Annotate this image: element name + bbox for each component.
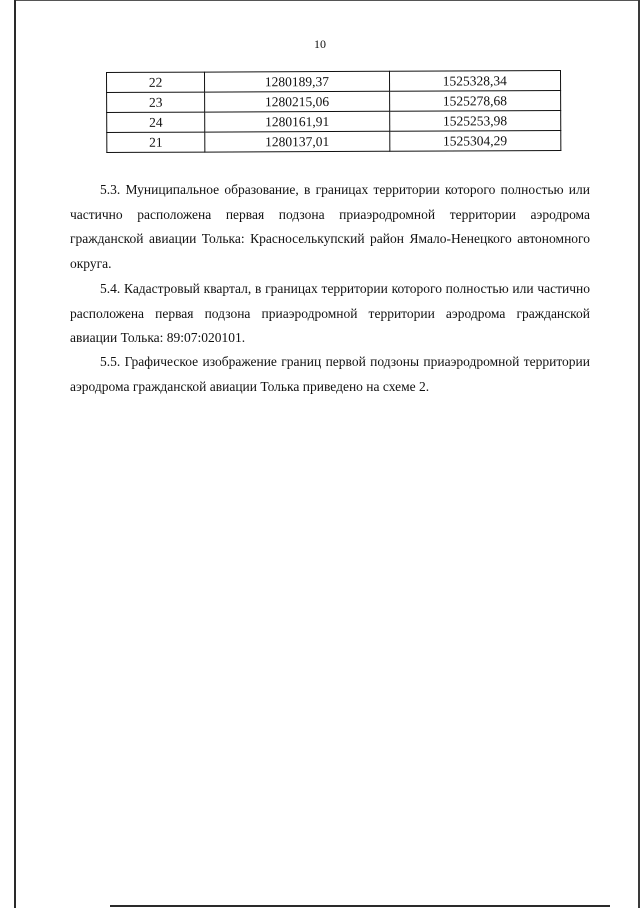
y-coordinate-cell: 1525253,98 [389,111,560,132]
scan-edge-left [14,0,16,908]
point-number-cell: 21 [107,132,205,152]
y-coordinate-cell: 1525278,68 [389,91,560,112]
table-row [107,71,561,93]
coordinates-table [106,70,561,153]
y-coordinate-cell: 1525328,34 [389,71,560,92]
point-number-cell: 22 [107,72,205,92]
x-coordinate-cell: 1280189,37 [205,71,389,92]
page-number: 10 [314,37,326,51]
x-coordinate-cell: 1280137,01 [205,131,389,152]
point-number-cell: 24 [107,112,205,132]
paragraph-5-5-graphic-scheme: 5.5. Графическое изображение границ первой подзоны приаэродромной территории аэродрома гражданской авиации Толька приведено на схеме 2. [70,354,590,394]
table-row [107,131,561,153]
paragraph-5-3-municipality: 5.3. Муниципальное образование, в границах территории которого полностью или частично расположена первая подзона приаэродромной территории аэродрома гражданской авиации Толька: Красноселькупский район Ямало-Ненецкого автономного округа. [70,182,590,271]
point-number-cell: 23 [107,92,205,112]
table-row [107,91,561,113]
x-coordinate-cell: 1280161,91 [205,111,389,132]
scan-edge-bottom [110,905,610,907]
paragraph-5-4-cadastral-quarter: 5.4. Кадастровый квартал, в границах территории которого полностью или частично расположена первая подзона приаэродромной территории аэродрома гражданской авиации Толька: 89:07:020101. [70,281,590,345]
scan-edge-top [14,0,640,1]
x-coordinate-cell: 1280215,06 [205,91,389,112]
table-row [107,111,561,133]
y-coordinate-cell: 1525304,29 [389,131,560,152]
